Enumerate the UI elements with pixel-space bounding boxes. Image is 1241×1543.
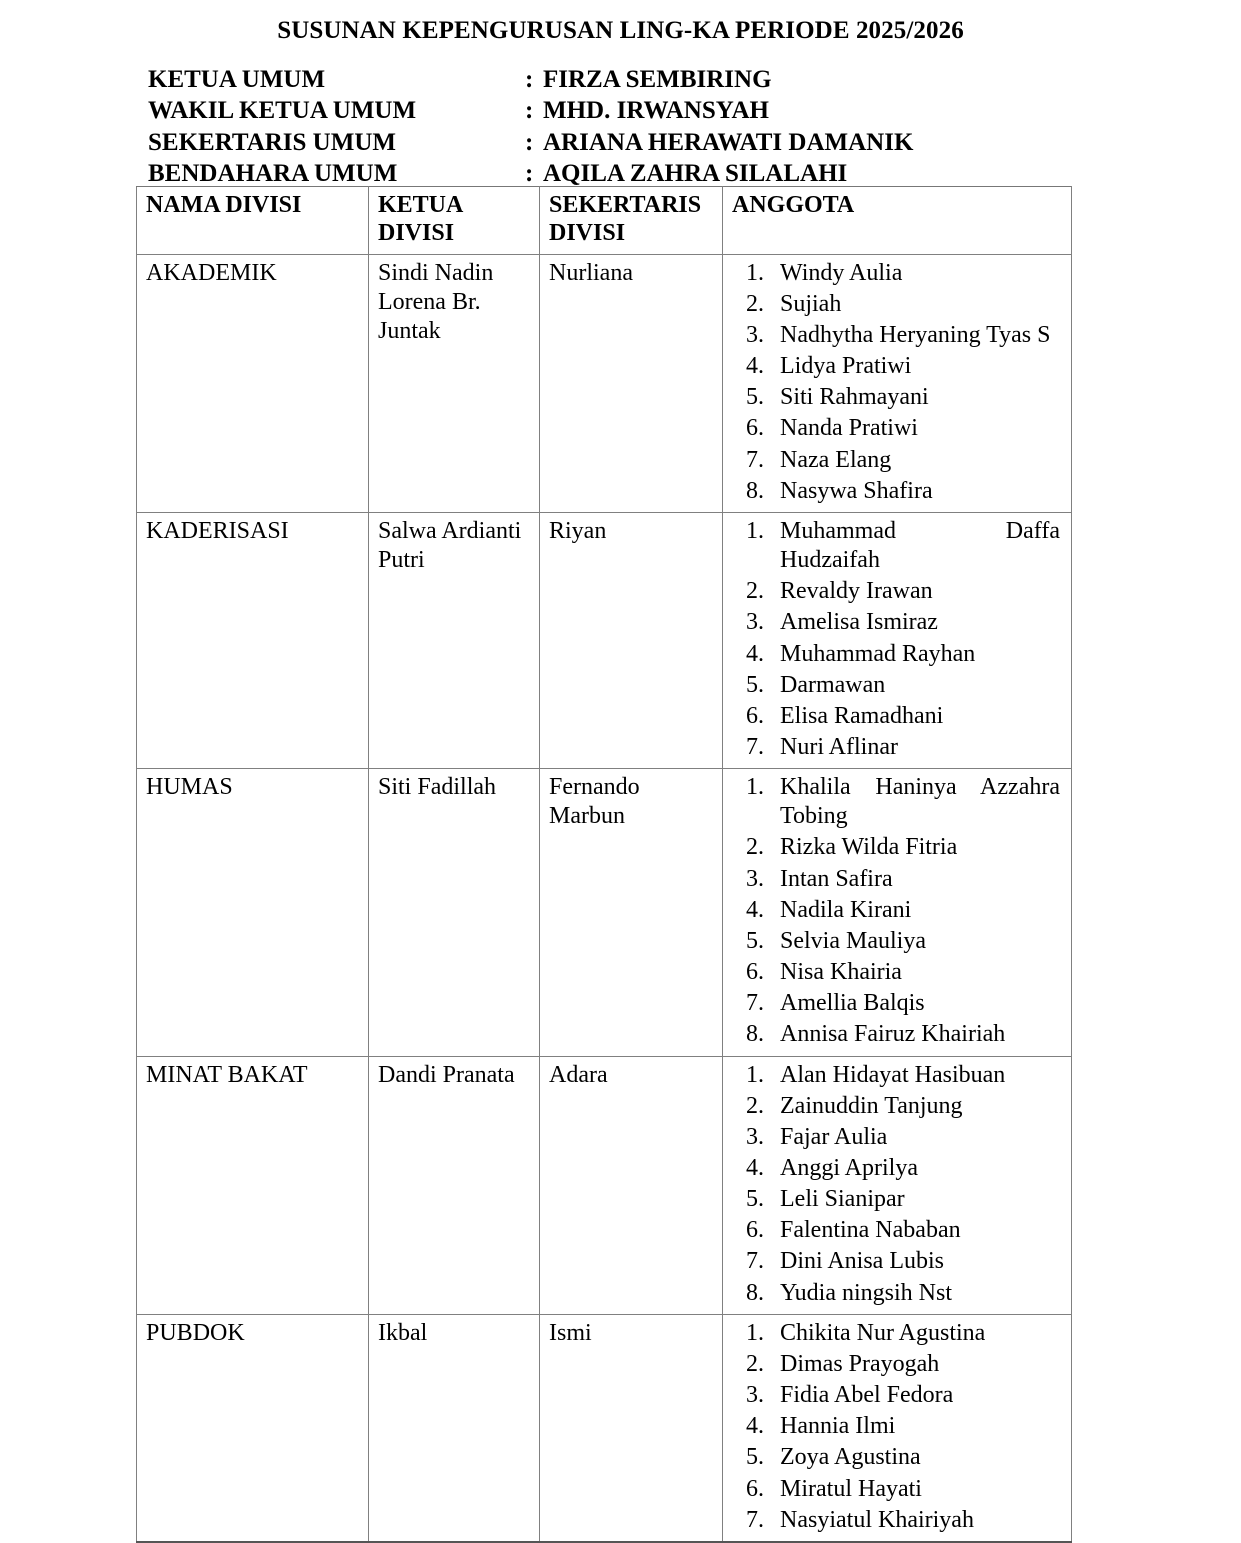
anggota-list-item: Annisa Fairuz Khairiah: [780, 1021, 1006, 1048]
cell-ketua-divisi: Sindi Nadin Lorena Br. Juntak: [369, 254, 540, 512]
page-title: SUSUNAN KEPENGURUSAN LING-KA PERIODE 2025/2026: [277, 17, 964, 44]
anggota-list-item: Khalila Haninya Azzahra Tobing: [780, 774, 1060, 830]
anggota-list-item: Nadhytha Heryaning Tyas S: [780, 321, 1051, 348]
column-header-anggota: ANGGOTA: [723, 187, 1072, 255]
table-row: [137, 512, 1072, 768]
anggota-list: [732, 1319, 1064, 1535]
column-header-sekertaris-divisi: SEKERTARIS DIVISI: [540, 187, 723, 255]
officer-name: AQILA ZAHRA SILALAHI: [543, 160, 848, 188]
anggota-list-item: Nasyiatul Khairiyah: [780, 1506, 974, 1533]
anggota-list-item: Fajar Aulia: [780, 1123, 888, 1150]
anggota-list-item: Elisa Ramadhani: [780, 702, 944, 729]
officer-row: [148, 127, 1241, 159]
cell-ketua-divisi: Ikbal: [369, 1314, 540, 1542]
anggota-list-item: Zainuddin Tanjung: [780, 1092, 963, 1119]
officer-separator: :: [525, 97, 534, 125]
cell-nama-divisi: HUMAS: [137, 769, 369, 1056]
cell-sekertaris-divisi: Adara: [540, 1056, 723, 1314]
anggota-list-item: Dini Anisa Lubis: [780, 1248, 945, 1275]
anggota-list-item: Fidia Abel Fedora: [780, 1382, 954, 1409]
anggota-list-item: Nuri Aflinar: [780, 733, 898, 760]
cell-anggota: [723, 769, 1072, 1056]
cell-sekertaris-divisi: Nurliana: [540, 254, 723, 512]
anggota-list-item: Nasywa Shafira: [780, 477, 933, 504]
cell-sekertaris-divisi: Ismi: [540, 1314, 723, 1542]
officer-name: ARIANA HERAWATI DAMANIK: [543, 128, 914, 156]
anggota-list-item: Nadila Kirani: [780, 896, 912, 923]
anggota-list-item: Selvia Mauliya: [780, 927, 926, 954]
table-header: [137, 187, 1072, 255]
cell-anggota: [723, 1056, 1072, 1314]
anggota-list-item: Zoya Agustina: [780, 1444, 921, 1471]
officer-label: SEKERTARIS UMUM: [148, 128, 396, 156]
anggota-list: [732, 517, 1064, 762]
anggota-list-item: Muhammad Rayhan: [780, 640, 976, 667]
anggota-list-item: Hannia Ilmi: [780, 1413, 896, 1440]
cell-anggota: [723, 254, 1072, 512]
anggota-list-item: Amelisa Ismiraz: [780, 609, 938, 636]
officer-label: KETUA UMUM: [148, 65, 326, 93]
cell-nama-divisi: MINAT BAKAT: [137, 1056, 369, 1314]
table-row: [137, 254, 1072, 512]
anggota-list-item: Anggi Aprilya: [780, 1155, 918, 1181]
column-header-nama-divisi: NAMA DIVISI: [137, 187, 369, 255]
anggota-list: [732, 1061, 1064, 1308]
officer-name: FIRZA SEMBIRING: [543, 65, 772, 93]
officer-separator: :: [525, 65, 534, 93]
anggota-list-item: Yudia ningsih Nst: [780, 1279, 953, 1306]
cell-ketua-divisi: Salwa Ardianti Putri: [369, 512, 540, 768]
table-row: [137, 769, 1072, 1056]
cell-nama-divisi: AKADEMIK: [137, 254, 369, 512]
cell-anggota: [723, 1314, 1072, 1542]
anggota-list-item: Alan Hidayat Hasibuan: [780, 1061, 1006, 1088]
column-header-ketua-divisi: KETUA DIVISI: [369, 187, 540, 255]
table-row: [137, 1314, 1072, 1542]
anggota-list-item: Leli Sianipar: [780, 1186, 905, 1213]
officer-list: [0, 64, 1241, 190]
anggota-list-item: Siti Rahmayani: [780, 384, 929, 411]
anggota-list-item: Amellia Balqis: [780, 990, 925, 1017]
anggota-list: [732, 773, 1064, 1049]
anggota-list-item: Miratul Hayati: [780, 1475, 922, 1502]
officer-row: [148, 95, 1241, 127]
anggota-list: [732, 259, 1064, 506]
cell-sekertaris-divisi: Riyan: [540, 512, 723, 768]
table-row: [137, 1056, 1072, 1314]
cell-nama-divisi: KADERISASI: [137, 512, 369, 768]
organization-table: [136, 186, 1072, 1543]
cell-anggota: [723, 512, 1072, 768]
cell-sekertaris-divisi: Fernando Marbun: [540, 769, 723, 1056]
anggota-list-item: Dimas Prayogah: [780, 1350, 940, 1377]
anggota-list-item: Falentina Nababan: [780, 1217, 961, 1244]
cell-ketua-divisi: Dandi Pranata: [369, 1056, 540, 1314]
anggota-list-item: Rizka Wilda Fitria: [780, 834, 958, 861]
anggota-list-item: Naza Elang: [780, 446, 892, 473]
cell-ketua-divisi: Siti Fadillah: [369, 769, 540, 1056]
table-body: [137, 254, 1072, 1542]
officer-label: WAKIL KETUA UMUM: [148, 97, 417, 125]
cell-nama-divisi: PUBDOK: [137, 1314, 369, 1542]
anggota-list-item: Darmawan: [780, 671, 886, 698]
officer-separator: :: [525, 160, 534, 188]
officer-label: BENDAHARA UMUM: [148, 160, 398, 188]
anggota-list-item: Nanda Pratiwi: [780, 415, 918, 442]
anggota-list-item: Intan Safira: [780, 865, 893, 892]
anggota-list-item: Sujiah: [780, 290, 842, 317]
anggota-list-item: Revaldy Irawan: [780, 578, 933, 605]
anggota-list-item: Chikita Nur Agustina: [780, 1319, 986, 1346]
anggota-list-item: Lidya Pratiwi: [780, 353, 912, 380]
anggota-list-item: Nisa Khairia: [780, 959, 902, 986]
anggota-list-item: Muhammad Daffa Hudzaifah: [780, 517, 1060, 574]
officer-name: MHD. IRWANSYAH: [543, 97, 770, 125]
table-header-row: [137, 187, 1072, 255]
officer-separator: :: [525, 128, 534, 156]
anggota-list-item: Windy Aulia: [780, 259, 903, 286]
organization-table-container: [136, 186, 1071, 1543]
officer-row: [148, 64, 1241, 96]
